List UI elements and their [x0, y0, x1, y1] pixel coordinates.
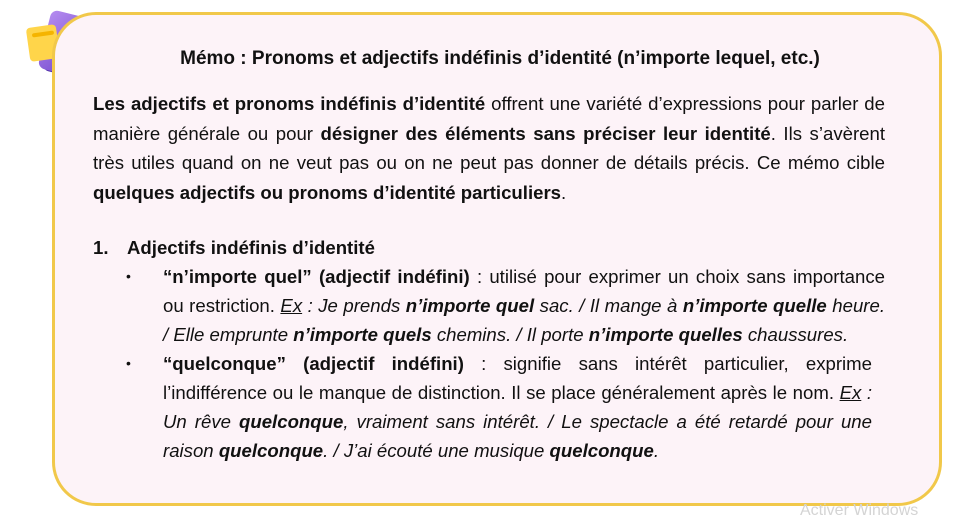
example-bold: quelconque — [239, 411, 344, 432]
intro-text-6: . — [561, 181, 567, 203]
example-bold: quelconque — [549, 440, 654, 461]
item-definition: : signifie sans intérêt particulier, exprime l’indifférence ou le manque de distinction. Il se place généralement après le nom. — [163, 353, 872, 403]
section-number: 1. — [93, 237, 109, 258]
intro-bold-5: quelques adjectifs ou pronoms d’identité particuliers — [93, 181, 562, 203]
example-text: : Je prends — [302, 295, 406, 316]
section-heading — [93, 233, 885, 262]
memo-content — [93, 89, 885, 465]
memo-title: Mémo : Pronoms et adjectifs indéfinis d’identité (n’importe lequel, etc.) — [180, 48, 820, 69]
intro-text-2: offrent une variété d’expressions pour parler de manière générale ou pour — [93, 93, 885, 144]
example-label: Ex — [280, 295, 303, 316]
bullet-dot: • — [126, 355, 131, 371]
example-bold: quelconque — [218, 440, 324, 461]
intro-text-4: . Ils s’avèrent très utiles quand on ne veut pas ou on ne peut pas donner de détails précis. Ce mémo cible — [93, 122, 885, 173]
example-bold: n’importe quelles — [588, 324, 743, 345]
example-text: . — [653, 440, 660, 461]
intro-bold-1: Les adjectifs et pronoms indéfinis d’identité — [93, 93, 486, 114]
item-definition: : utilisé pour exprimer un choix sans importance ou restriction. — [163, 266, 885, 316]
bullet-list — [93, 262, 885, 465]
example-text: chaussures. — [742, 324, 849, 345]
example-label: Ex — [839, 382, 862, 403]
example-text: sac. / Il mange à — [534, 295, 683, 316]
item-term: “quelconque” (adjectif indéfini) — [163, 353, 464, 374]
section-title: Adjectifs indéfinis d’identité — [127, 237, 375, 258]
item-term: “n’importe quel” (adjectif indéfini) — [163, 266, 470, 287]
list-item — [93, 349, 872, 465]
example-text: : Un rêve — [163, 382, 873, 432]
example-text: , vraiment sans intérêt. / Le spectacle a été retardé pour une raison — [163, 411, 872, 461]
example-text: chemins. / Il porte — [431, 324, 589, 345]
windows-activation-watermark: Activer Windows — [800, 502, 919, 519]
intro-paragraph — [93, 89, 885, 207]
example-bold: n’importe quels — [293, 324, 432, 345]
example-text: heure. / Elle emprunte — [163, 295, 885, 345]
list-item — [93, 262, 885, 349]
example-text: . / J’ai écouté une musique — [323, 440, 550, 461]
bullet-dot: • — [126, 268, 131, 284]
memo-card — [52, 12, 942, 506]
example-bold: n’importe quel — [405, 295, 535, 316]
intro-bold-3: désigner des éléments sans préciser leur identité — [320, 122, 771, 144]
example-bold: n’importe quelle — [682, 295, 827, 316]
